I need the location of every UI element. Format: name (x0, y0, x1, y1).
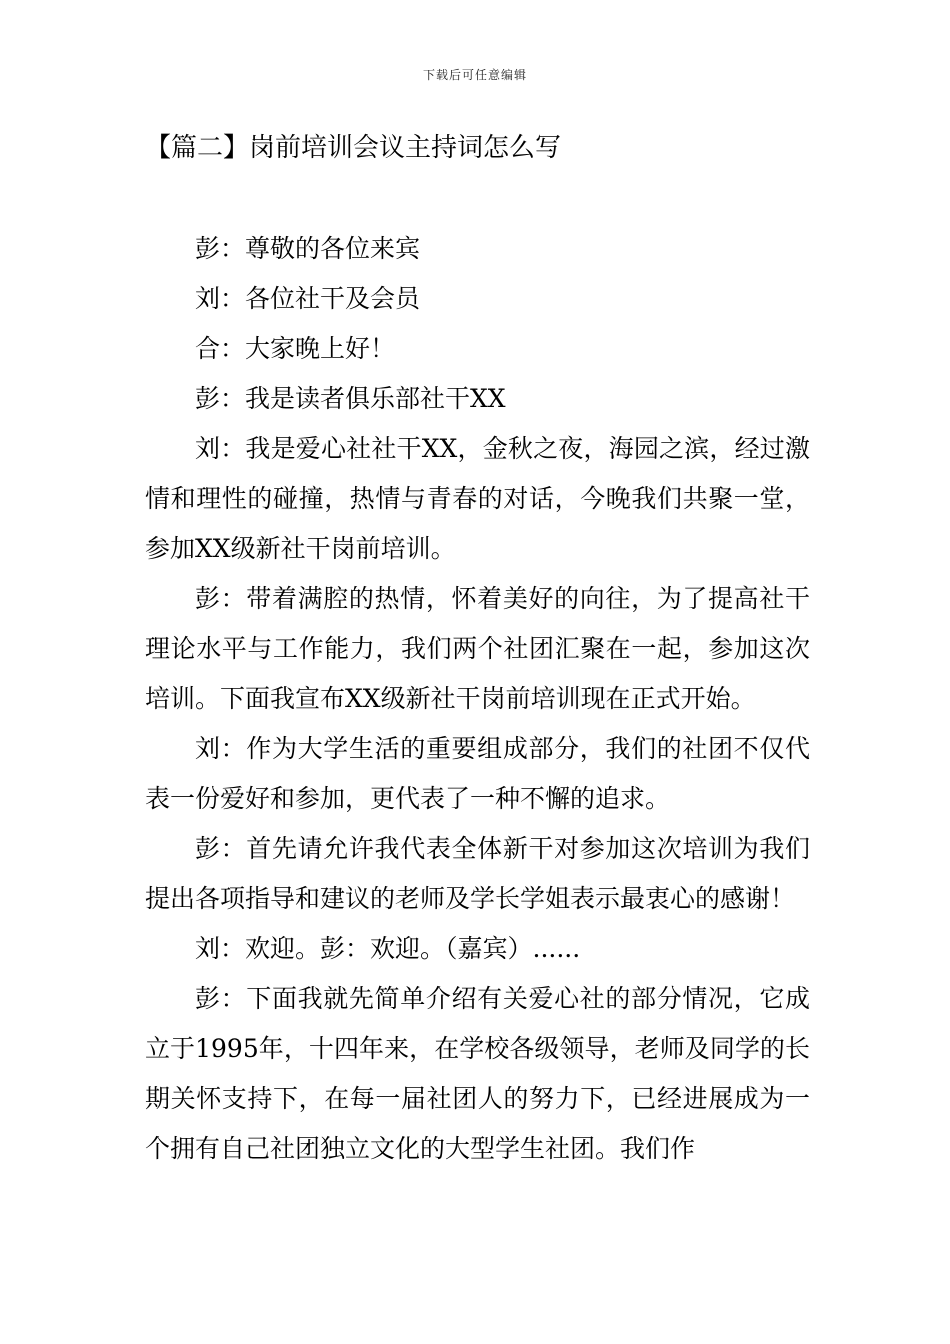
paragraph-8: 彭：首先请允许我代表全体新干对参加这次培训为我们提出各项指导和建议的老师及学长学姐表示最衷心的感谢！ (145, 834, 810, 913)
document-title: 【篇二】岗前培训会议主持词怎么写 (145, 133, 562, 163)
paragraph-1: 彭：尊敬的各位来宾 (195, 234, 421, 263)
paragraph-6: 彭：带着满腔的热情，怀着美好的向往，为了提高社干理论水平与工作能力，我们两个社团汇聚在一起，参加这次培训。下面我宣布XX级新社干岗前培训现在正式开始。 (145, 584, 810, 713)
paragraph-10: 彭：下面我就先简单介绍有关爱心社的部分情况，它成立于1995年，十四年来，在学校各级领导，老师及同学的长期关怀支持下，在每一届社团人的努力下，已经进展成为一个拥有自己社团独立文化的大型学生社团。我们作 (145, 984, 810, 1163)
header-note: 下载后可任意编辑 (422, 68, 527, 82)
paragraph-2: 刘：各位社干及会员 (195, 284, 421, 313)
paragraph-9: 刘：欢迎。彭：欢迎。（嘉宾）...... (195, 934, 581, 963)
document-body (145, 224, 810, 1174)
paragraph-7: 刘：作为大学生活的重要组成部分，我们的社团不仅代表一份爱好和参加，更代表了一种不懈的追求。 (145, 734, 810, 813)
paragraph-3: 合：大家晚上好！ (195, 334, 396, 363)
paragraph-4: 彭：我是读者俱乐部社干XX (195, 384, 506, 413)
paragraph-5: 刘：我是爱心社社干XX，金秋之夜，海园之滨，经过激情和理性的碰撞，热情与青春的对话，今晚我们共聚一堂，参加XX级新社干岗前培训。 (145, 434, 810, 563)
